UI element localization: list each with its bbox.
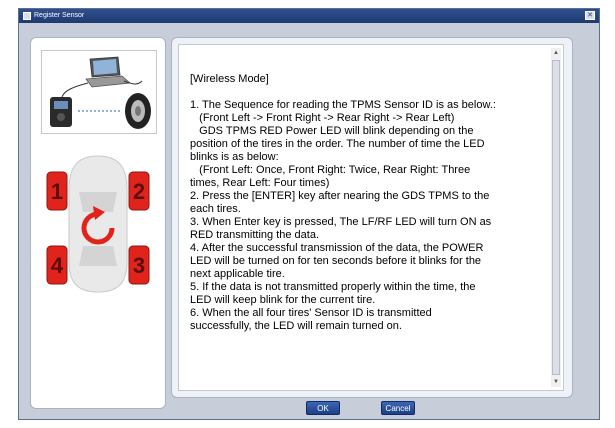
tire-rear-left: [47, 246, 67, 284]
tpms-device-illustration: [41, 50, 157, 134]
instruction-line: next applicable tire.: [190, 268, 285, 280]
tire-label-rear-left: 4: [50, 253, 64, 278]
instruction-line: successfully, the LED will remain turned on.: [190, 320, 402, 332]
instruction-line: 1. The Sequence for reading the TPMS Sensor ID is as below.:: [190, 99, 496, 111]
window-icon: [23, 12, 31, 20]
cancel-button[interactable]: Cancel: [381, 401, 415, 415]
register-sensor-window: [18, 8, 600, 420]
car-top-view: [69, 156, 127, 292]
instruction-line: times, Rear Left: Four times): [190, 177, 330, 189]
instruction-line: LED will keep blink for the current tire.: [190, 294, 376, 306]
instruction-line: position of the tires in the order. The number of time the LED: [190, 138, 485, 150]
illustration-panel: [30, 37, 166, 409]
instruction-line: LED will be turned on for ten seconds before it blinks for the: [190, 255, 482, 267]
tire-rear-right: [129, 246, 149, 284]
instruction-line: blinks is as below:: [190, 151, 279, 163]
instruction-line: each tires.: [190, 203, 241, 215]
instruction-line: 3. When Enter key is pressed, The LF/RF LED will turn ON as: [190, 216, 492, 228]
close-button[interactable]: [585, 11, 595, 20]
instructions-panel: [171, 37, 573, 398]
mode-heading: [Wireless Mode]: [190, 73, 269, 85]
tire-label-front-left: 1: [50, 179, 64, 204]
tpms-tool-icon: [50, 97, 72, 127]
instruction-line: RED transmitting the data.: [190, 229, 320, 241]
scroll-down-icon[interactable]: ▼: [553, 379, 559, 385]
tire-front-left: [47, 172, 67, 210]
close-icon: ✕: [587, 12, 593, 19]
laptop-icon: [86, 57, 130, 87]
scroll-up-icon[interactable]: ▲: [553, 50, 559, 56]
tire-label-rear-right: 3: [132, 253, 146, 278]
tire-label-front-right: 2: [132, 179, 146, 204]
instructions-text: [190, 73, 552, 333]
window-title: Register Sensor: [34, 12, 85, 19]
instruction-line: 6. When the all four tires' Sensor ID is transmitted: [190, 307, 432, 319]
vertical-scrollbar[interactable]: [551, 48, 561, 387]
instruction-line: GDS TPMS RED Power LED will blink depending on the: [190, 125, 474, 137]
title-bar: [19, 9, 599, 23]
instruction-line: 5. If the data is not transmitted properly within the time, the: [190, 281, 476, 293]
instruction-line: 4. After the successful transmission of the data, the POWER: [190, 242, 484, 254]
instruction-line: (Front Left -> Front Right -> Rear Right -> Rear Left): [190, 112, 455, 124]
tire-front-right: [129, 172, 149, 210]
tire-sequence-diagram: [41, 150, 155, 296]
instructions-content: [178, 44, 564, 391]
scrollbar-thumb[interactable]: [552, 60, 560, 375]
tire-icon: [125, 93, 151, 129]
instruction-line: 2. Press the [ENTER] key after nearing the GDS TPMS to the: [190, 190, 490, 202]
ok-button[interactable]: OK: [306, 401, 340, 415]
instruction-line: (Front Left: Once, Front Right: Twice, Rear Right: Three: [190, 164, 471, 176]
